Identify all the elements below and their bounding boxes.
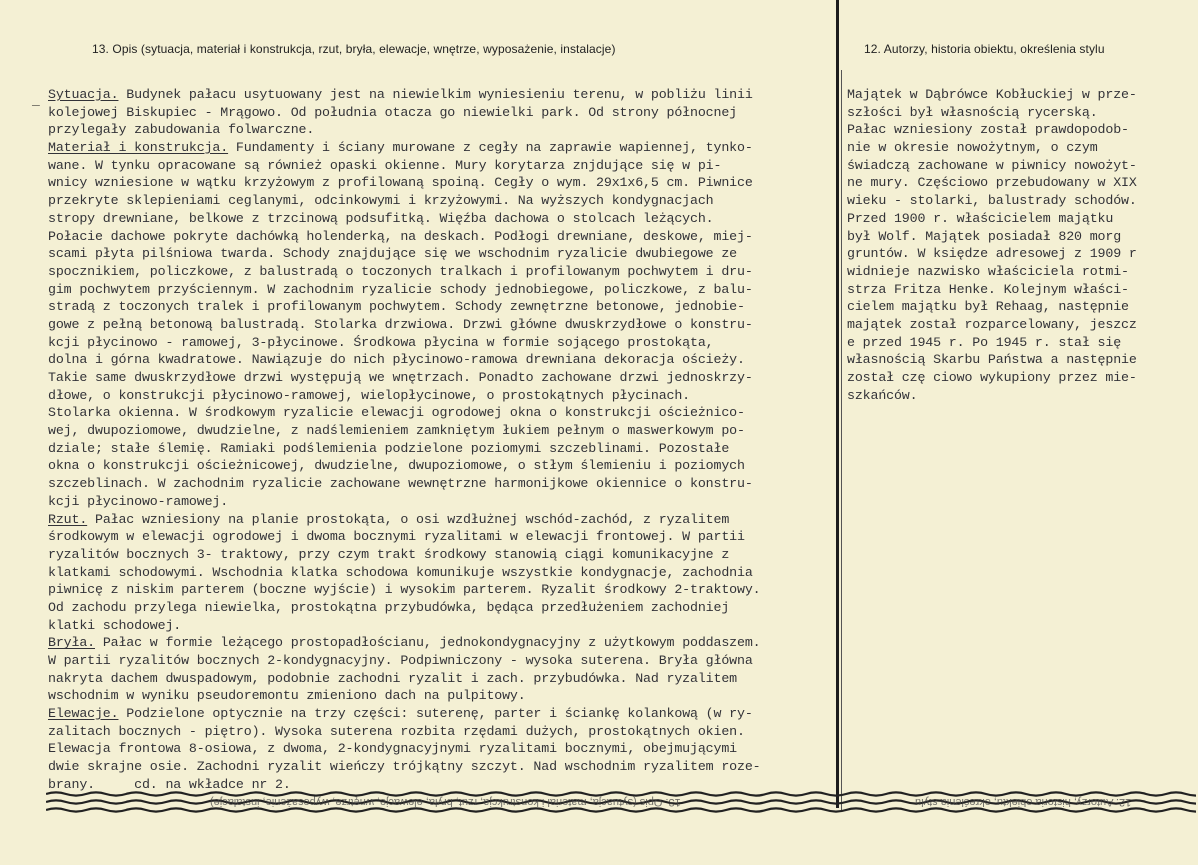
description-line bbox=[48, 263, 834, 281]
description-line bbox=[48, 617, 834, 635]
line-text: kcji płycinowo - ramowej, 3-płycinowe. Środkowa płycina w formie sojącego prostokąta, bbox=[48, 334, 714, 350]
line-text: ryzalitów bocznych 3- traktowy, przy czym trakt środkowy stanowią ciągi komunikacyjne z bbox=[48, 546, 730, 562]
description-line bbox=[48, 245, 834, 263]
line-text: wschodnim w wyniku pseudoremontu zmieniono dach na pulpitowy. bbox=[48, 688, 526, 704]
history-line: majątek został rozparcelowany, jeszcz bbox=[847, 316, 1137, 332]
description-line bbox=[48, 351, 834, 369]
description-line bbox=[48, 404, 834, 422]
line-text: okna o konstrukcji ościeżnicowej, dwudzielne, dwupoziomowe, o stłym ślemieniu i poziomych bbox=[48, 458, 745, 474]
line-text: stropy drewniane, belkowe z trzcinową podsufitką. Więźba dachowa o stolcach leżących. bbox=[48, 210, 714, 226]
description-line bbox=[48, 298, 834, 316]
line-text: środkowym w elewacji ogrodowej i dwoma bocznymi ryzalitami w elewacji frontowej. W partii bbox=[48, 529, 745, 545]
description-line bbox=[48, 387, 834, 405]
line-text: kolejowej Biskupiec - Mrągowo. Od południa otacza go niewielki park. Od strony północnej bbox=[48, 104, 737, 120]
line-text: dłowe, o konstrukcji płycinowo-ramowej, wielopłycinowe, o prostokątnych płycinach. bbox=[48, 387, 691, 403]
description-line bbox=[48, 546, 834, 564]
section-label: Materiał i konstrukcja. bbox=[48, 140, 229, 156]
description-line bbox=[48, 564, 834, 582]
divider-line bbox=[836, 0, 839, 808]
line-text: szczeblinach. W zachodnim ryzalicie zachowane wewnętrzne harmonijkowe okiennice o konstru- bbox=[48, 476, 753, 492]
description-line bbox=[48, 422, 834, 440]
history-line: szłości był własnością rycerską. bbox=[847, 104, 1098, 120]
description-line bbox=[48, 369, 834, 387]
description-line bbox=[48, 457, 834, 475]
line-text: wej, dwupoziomowe, dwudzielne, z nadślemieniem zamkniętym łukiem pełnym o maswerkowym po- bbox=[48, 423, 745, 439]
divider-line-secondary bbox=[841, 70, 842, 810]
section-label: Sytuacja. bbox=[48, 87, 119, 102]
line-text: nakryta dachem dwuspadowym, podobnie zachodni ryzalit i zach. przybudówka. Nad ryzalitem bbox=[48, 670, 737, 686]
line-text: Takie same dwuskrzydłowe drzwi występują we wnętrzach. Ponadto zachowane drzwi jednoskrzy- bbox=[48, 370, 753, 385]
line-text: dolna i górna kwadratowe. Nawiązuje do nich płycinowo-ramowa drewniana dekoracja ościeży. bbox=[48, 352, 745, 368]
history-line: gruntów. W księdze adresowej z 1909 r bbox=[847, 246, 1137, 262]
line-marker: _ bbox=[32, 93, 40, 108]
description-line bbox=[48, 740, 834, 758]
line-text: brany. cd. na wkładce nr 2. bbox=[48, 776, 291, 792]
line-text: klatkami schodowymi. Wschodnia klatka schodowa komunikuje wszystkie kondygnacje, zachodnia bbox=[48, 564, 753, 580]
description-line bbox=[48, 210, 834, 228]
description-line bbox=[48, 670, 834, 688]
history-line: Pałac wzniesiony został prawdopodob- bbox=[847, 122, 1129, 138]
history-line: widnieje nazwisko właściciela rotmi- bbox=[847, 263, 1129, 279]
line-text: kcji płycinowo-ramowej. bbox=[48, 493, 229, 509]
description-line bbox=[48, 634, 834, 652]
history-line: e przed 1945 r. Po 1945 r. stał się bbox=[847, 334, 1122, 350]
description-line bbox=[48, 192, 834, 210]
mirrored-right-header: 12. Autorzy, historia obiektu, określenia stylu bbox=[915, 796, 1132, 808]
description-text bbox=[48, 86, 834, 794]
left-column-header: 13. Opis (sytuacja, materiał i konstrukcja, rzut, bryła, elewacje, wnętrze, wyposażenie, instalacje) bbox=[92, 42, 616, 56]
description-line bbox=[48, 104, 834, 122]
line-text: scami płyta pilśniowa twarda. Schody znajdujące się we wschodnim ryzalicie dwubiegowe ze bbox=[48, 246, 737, 262]
description-line bbox=[48, 705, 834, 723]
history-line: cielem majątku był Rehaag, następnie bbox=[847, 299, 1129, 315]
wave-line bbox=[46, 808, 1196, 811]
description-line bbox=[48, 174, 834, 192]
line-text: gim pochwytem przyściennym. W zachodnim ryzalicie schody jednobiegowe, policzkowe, z balu- bbox=[48, 281, 753, 297]
line-text: wnicy wzniesione w wątku krzyżowym z profilowaną spoiną. Cegły o wym. 29x1x6,5 cm. Piwnice bbox=[48, 175, 753, 191]
history-line: wieku - stolarki, balustrady schodów. bbox=[847, 193, 1137, 209]
history-text bbox=[847, 86, 1177, 404]
section-label: Bryła. bbox=[48, 635, 95, 651]
line-text: Stolarka okienna. W środkowym ryzalicie elewacji ogrodowej okna o konstrukcji ościeżnico- bbox=[48, 405, 745, 421]
history-line: ne mury. Częściowo przebudowany w XIX bbox=[847, 175, 1137, 191]
description-line bbox=[48, 281, 834, 299]
history-line: świadczą zachowane w piwnicy nowożyt- bbox=[847, 157, 1137, 173]
line-text: Elewacja frontowa 8-osiowa, z dwoma, 2-kondygnacyjnymi ryzalitami bocznymi, obejmującymi bbox=[48, 741, 737, 757]
description-line bbox=[48, 652, 834, 670]
line-text: dwie skrajne osie. Zachodni ryzalit wieńczy trójkątny szczyt. Nad wschodnim ryzalitem roze- bbox=[48, 759, 761, 775]
line-text: Podzielone optycznie na trzy części: suterenę, parter i ściankę kolankową (w ry- bbox=[118, 706, 753, 722]
line-text: spocznikiem, policzkowe, z balustradą o toczonych tralkach i profilowanym pochwytem i dru- bbox=[48, 263, 753, 279]
line-text: klatki schodowej. bbox=[48, 617, 182, 633]
description-line bbox=[48, 511, 834, 529]
description-line bbox=[48, 758, 834, 776]
line-text: Połacie dachowe pokryte dachówką holenderką, na deskach. Podłogi drewniane, deskowe, miej- bbox=[48, 228, 753, 244]
description-line bbox=[48, 687, 834, 705]
description-line bbox=[48, 493, 834, 511]
section-label: Elewacje. bbox=[48, 706, 119, 722]
right-column-header: 12. Autorzy, historia obiektu, określenia stylu bbox=[864, 42, 1105, 56]
description-line bbox=[48, 599, 834, 617]
section-label: Rzut. bbox=[48, 511, 88, 527]
description-line bbox=[48, 723, 834, 741]
history-line: Majątek w Dąbrówce Kobłuckiej w prze- bbox=[847, 87, 1137, 102]
history-line: nie w okresie nowożytnym, o czym bbox=[847, 140, 1098, 156]
description-line bbox=[48, 528, 834, 546]
line-text: wane. W tynku opracowane są również opaski okienne. Mury korytarza znjdujące się w pi- bbox=[48, 157, 722, 173]
history-line: strza Fritza Henke. Kolejnym właści- bbox=[847, 281, 1129, 297]
line-text: dziale; stałe ślemię. Ramiaki podślemienia podzielone poziomymi szczeblinami. Pozostałe bbox=[48, 440, 730, 456]
line-text: Pałac wzniesiony na planie prostokąta, o osi wzdłużnej wschód-zachód, z ryzalitem bbox=[87, 511, 730, 527]
description-line bbox=[48, 139, 834, 157]
line-text: Budynek pałacu usytuowany jest na niewielkim wyniesieniu terenu, w pobliżu linii bbox=[118, 87, 753, 102]
description-line bbox=[48, 86, 834, 104]
description-line bbox=[48, 475, 834, 493]
history-line: szkańców. bbox=[847, 387, 918, 403]
history-line: Przed 1900 r. właścicielem majątku bbox=[847, 210, 1114, 226]
description-line bbox=[48, 581, 834, 599]
description-line bbox=[48, 334, 834, 352]
line-text: przylegały zabudowania folwarczne. bbox=[48, 122, 315, 138]
line-text: stradą z toczonych tralek i profilowanym pochwytem. Schody zewnętrzne betonowe, jednobie- bbox=[48, 299, 745, 315]
description-line bbox=[48, 121, 834, 139]
line-text: przekryte sklepieniami ceglanymi, odcinkowymi i krzyżowymi. Na wyższych kondygnacjach bbox=[48, 193, 714, 209]
history-line: został czę ciowo wykupiony przez mie- bbox=[847, 370, 1137, 385]
line-text: Od zachodu przylega niewielka, prostokątna przybudówka, będąca przedłużeniem zachodniej bbox=[48, 599, 730, 615]
description-line bbox=[48, 440, 834, 458]
line-text: W partii ryzalitów bocznych 2-kondygnacyjny. Podpiwniczony - wysoka suterena. Bryła główna bbox=[48, 653, 753, 668]
line-text: Fundamenty i ściany murowane z cegły na zaprawie wapiennej, tynko- bbox=[228, 140, 753, 156]
mirrored-left-header: 13. Opis (sytuacja, materiał i konstrukcja, rzut, bryła, elewacje, wnętrze, wyposażenie, instalacje) bbox=[210, 796, 681, 808]
history-line: własnością Skarbu Państwa a następnie bbox=[847, 352, 1137, 368]
line-text: zalitach bocznych - piętro). Wysoka suterena rozbita rzędami dużych, prostokątnych okien. bbox=[48, 723, 745, 739]
description-line bbox=[48, 228, 834, 246]
line-text: gowe z pełną betonową balustradą. Stolarka drzwiowa. Drzwi główne dwuskrzydłowe o konstru- bbox=[48, 316, 753, 332]
description-line bbox=[48, 157, 834, 175]
line-text: Pałac w formie leżącego prostopadłościanu, jednokondygnacyjny z użytkowym poddaszem. bbox=[94, 635, 761, 651]
description-line bbox=[48, 316, 834, 334]
history-line: był Wolf. Majątek posiadał 820 morg bbox=[847, 228, 1122, 244]
line-text: piwnicę z niskim parterem (boczne wyjście) i wysokim parterem. Ryzalit środkowy 2-traktowy. bbox=[48, 582, 761, 598]
